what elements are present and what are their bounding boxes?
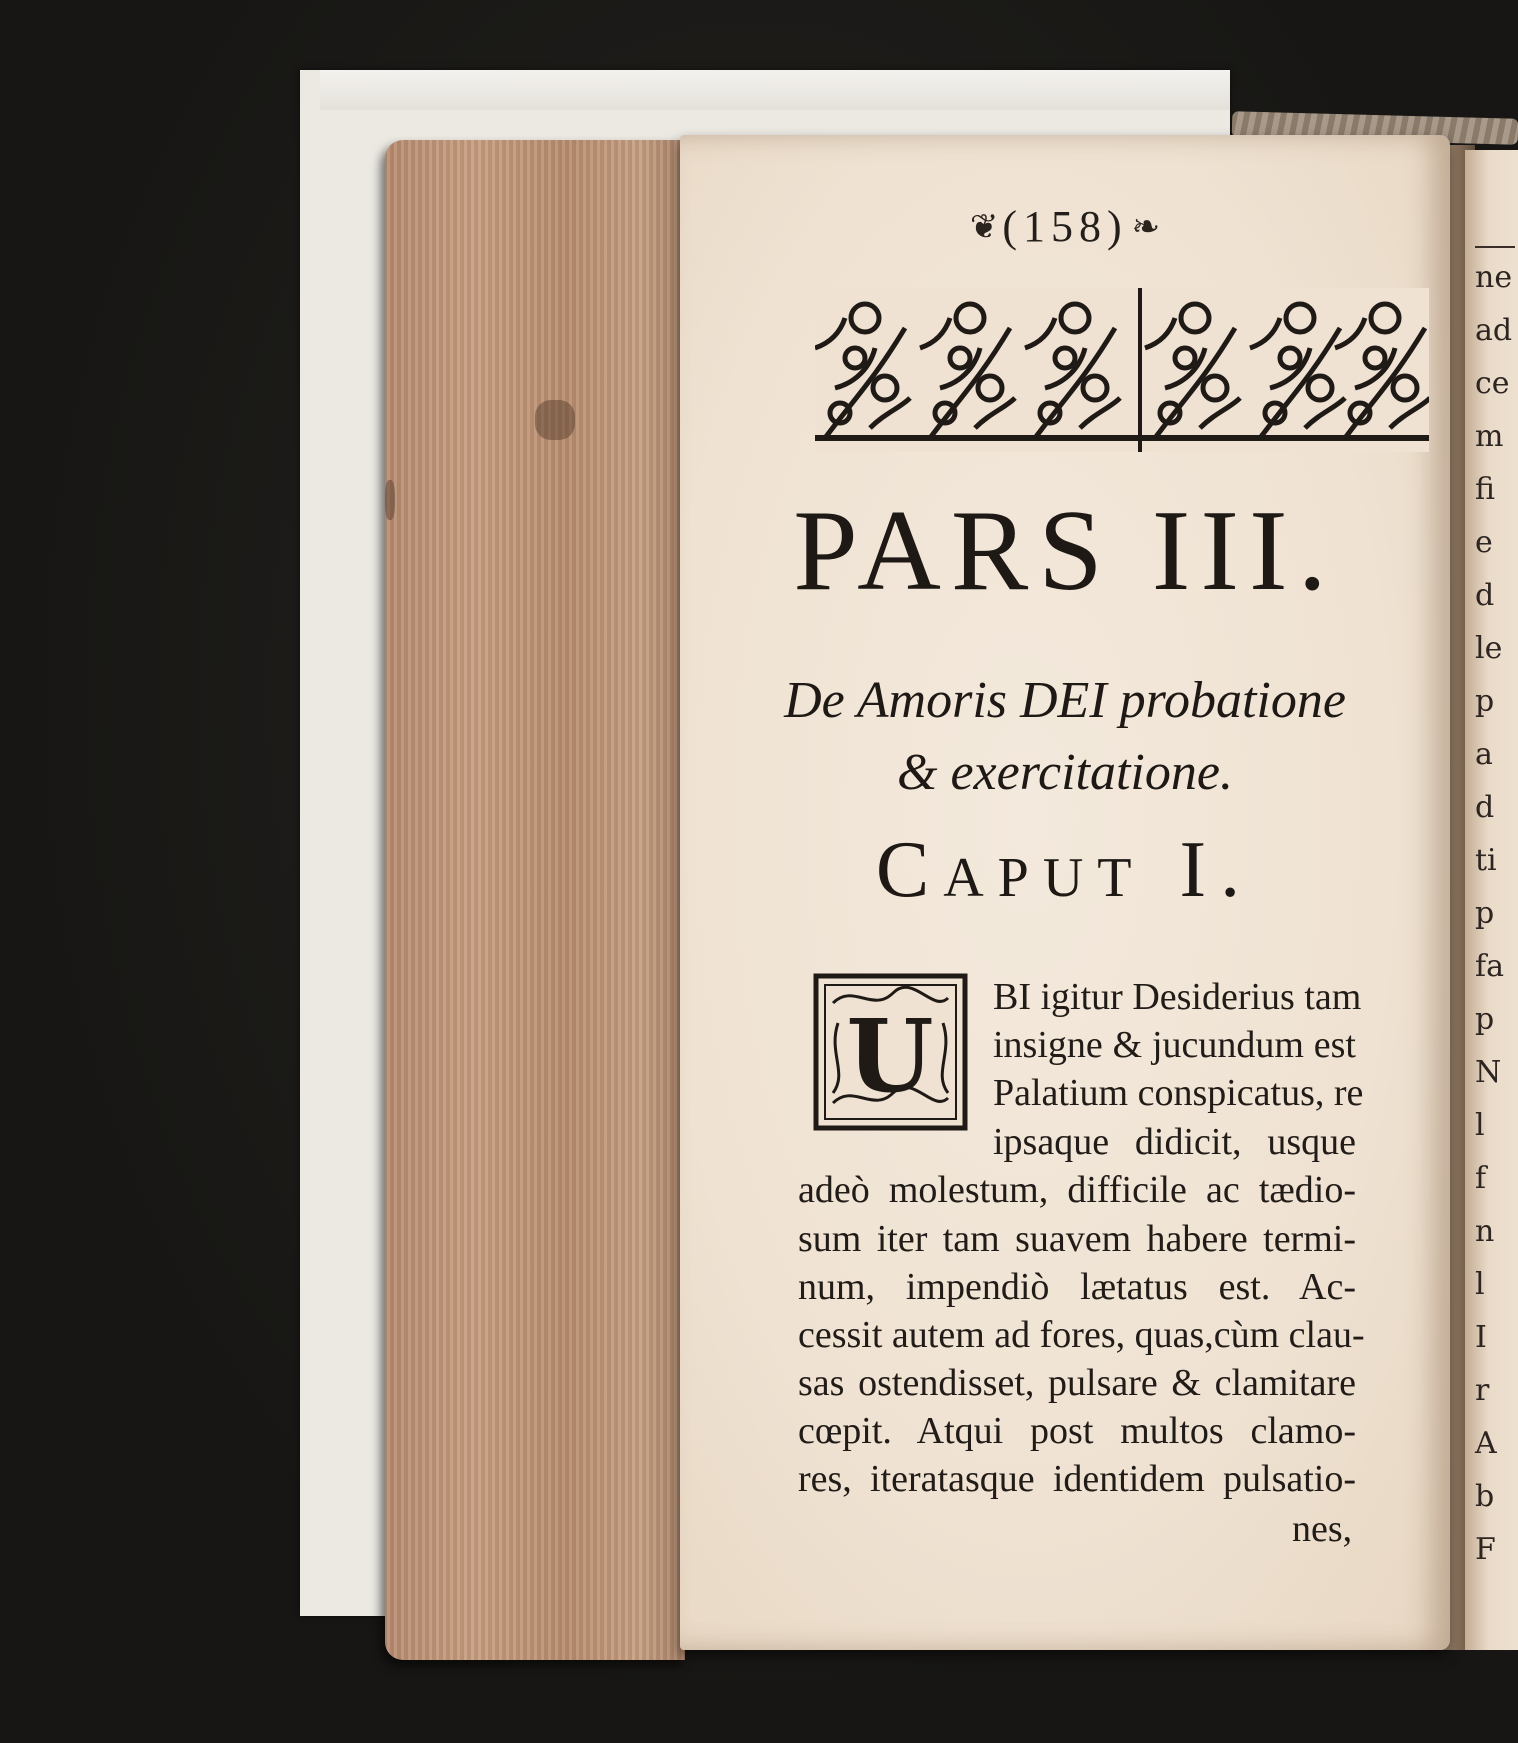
body-line: cœpit. Atqui post multos clamo- [798, 1410, 1356, 1452]
catchword: nes, [1292, 1508, 1353, 1550]
body-line: adeò molestum, difficile ac tædio- [798, 1169, 1356, 1211]
page-text [680, 135, 1450, 1650]
facing-page-text-fragment: m [1475, 419, 1504, 454]
drop-cap: U [846, 997, 934, 1115]
facing-page-text-fragment: f [1475, 1161, 1487, 1196]
subtitle-line-2: & exercitatione. [897, 744, 1233, 801]
facing-page-fragment [1465, 150, 1518, 1650]
backing-card-edge [320, 70, 1230, 110]
subtitle-line-1: De Amoris DEI probatione [784, 672, 1346, 729]
body-line: insigne & jucundum est [993, 1024, 1356, 1066]
page-number: (158) [1002, 202, 1128, 251]
facing-page-text-fragment: A [1475, 1426, 1497, 1461]
facing-page-text-fragment: b [1475, 1479, 1495, 1514]
facing-page-text-fragment: fi [1475, 472, 1496, 507]
body-line: BI igitur Desiderius tam [993, 976, 1362, 1018]
body-line: cessit autem ad fores, quas,cùm clau- [798, 1314, 1365, 1356]
facing-page-rule [1475, 246, 1515, 248]
body-line: sas ostendisset, pulsare & clamitare [798, 1362, 1356, 1404]
facing-page-text-fragment: n [1475, 1214, 1495, 1249]
facing-page-text-fragment: l [1475, 1108, 1485, 1143]
facing-page-text-fragment: F [1475, 1532, 1496, 1567]
facing-page-text-fragment: ne [1475, 260, 1513, 295]
facing-page-text-fragment: ti [1475, 843, 1497, 878]
body-line: res, iteratasque identidem pulsatio- [798, 1458, 1356, 1500]
facing-page-text-fragment: I [1475, 1320, 1487, 1355]
facing-page-text-fragment: r [1475, 1373, 1490, 1408]
facing-page-text-fragment: p [1475, 896, 1495, 931]
header-ornament-right-icon: ❧ [1131, 208, 1161, 246]
facing-page-text-fragment: e [1475, 525, 1493, 560]
body-line: ipsaque didicit, usque [993, 1121, 1356, 1163]
body-text [680, 135, 1450, 1650]
facing-page-text-fragment: p [1475, 1002, 1495, 1037]
facing-page-text-fragment: fa [1475, 949, 1504, 984]
body-line: Palatium conspicatus, re [993, 1072, 1364, 1114]
facing-page-text-fragment: d [1475, 790, 1495, 825]
body-line: sum iter tam suavem habere termi- [798, 1218, 1356, 1260]
facing-page-text-fragment: ce [1475, 366, 1510, 401]
header-ornament-left-icon: ❦ [969, 208, 999, 246]
facing-page-text-fragment: l [1475, 1267, 1485, 1302]
facing-page-text-fragment: p [1475, 684, 1495, 719]
facing-page-text-fragment: d [1475, 578, 1495, 613]
book [385, 135, 1518, 1665]
book-page [680, 135, 1450, 1650]
page-fore-edge [385, 140, 685, 1660]
chapter-title: Caput I. [875, 826, 1255, 914]
facing-page-text-fragment: N [1475, 1055, 1502, 1090]
part-title: PARS III. [793, 487, 1337, 615]
body-line: num, impendiò lætatus est. Ac- [798, 1266, 1356, 1308]
facing-page-text-fragment: a [1475, 737, 1493, 772]
facing-page-text-fragment: ad [1475, 313, 1513, 348]
facing-page-text-fragment: le [1475, 631, 1503, 666]
